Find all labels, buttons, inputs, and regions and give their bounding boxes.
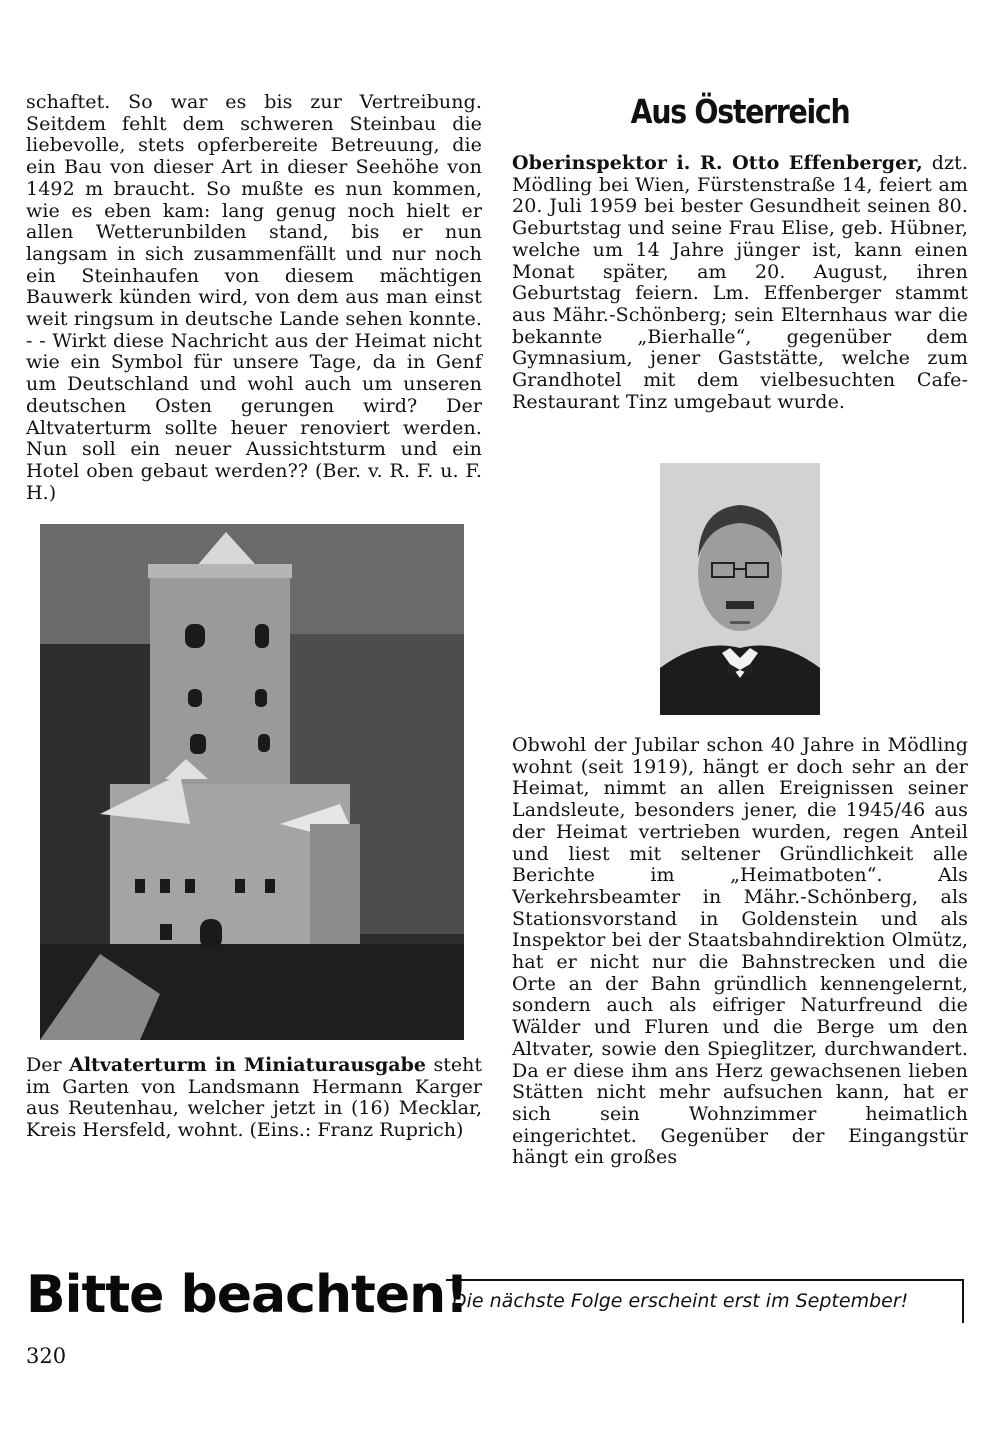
right-column	[512, 92, 968, 413]
notice-text: Die nächste Folge erscheint erst im September!	[452, 1290, 909, 1312]
biography-paragraph: Obwohl der Jubilar schon 40 Jahre in Mödling wohnt (seit 1919), hängt er doch sehr an der Heimat, nimmt an allen Ereignissen seiner Landsleute, besonders jener, die 1945/46 aus der Heimat vertrieben wurden, regen Anteil und liest mit seltener Gründlichkeit alle Berichte im „Heimatboten“. Als Verkehrsbeamter in Mähr.-Schönberg, als Stationsvorstand in Goldenstein und als Inspektor bei der Staatsbahndirektion Olmütz, hat er nicht nur die Bahnstrecken und die Orte an der Bahn gründlich kennengelernt, sondern auch als eifriger Naturfreund die Wälder und Fluren und die Berge um den Altvater, sowie den Spieglitzer, durchwandert. Da er diese ihm ans Herz gewachsenen lieben Stätten nicht mehr aufsuchen kann, hat er sich sein Wohnzimmer heimatlich eingerichtet. Gegenüber der Eingangstür hängt ein großes	[512, 734, 968, 1169]
notice-headline: Bitte beachten!	[26, 1265, 468, 1325]
caption-text: steht im Garten von Landsmann Hermann Karger aus Reutenhau, welcher jetzt in (16) Mecklar, Kreis Hersfeld, wohnt. (Eins.: Franz Ruprich)	[26, 1054, 483, 1142]
photo-caption	[26, 1055, 482, 1142]
left-column	[26, 92, 482, 504]
tower-image-icon	[40, 524, 464, 1040]
portrait-photo	[660, 463, 820, 715]
section-heading: Aus Österreich	[630, 92, 850, 131]
page-number: 320	[26, 1344, 67, 1368]
article-continuation-paragraph: schaftet. So war es bis zur Vertreibung. Seitdem fehlt dem schweren Steinbau die liebevolle, stets opferbereite Betreuung, die ein Bau von dieser Art in dieser Seehöhe von 1492 m braucht. So mußte es nun kommen, wie es eben kam: lang genug noch hielt er allen Wetterunbilden stand, bis er nun langsam in sich zusammenfällt und nur noch ein Steinhaufen von diesem mächtigen Bauwerk künden wird, von dem aus man einst weit ringsum in deutsche Lande sehen konnte. - - Wirkt diese Nachricht aus der Heimat nicht wie ein Symbol für unsere Tage, da in Genf um Deutschland und wohl auch um unseren deutschen Osten gerungen wird? Der Altvaterturm sollte heuer renoviert werden. Nun soll ein neuer Aussichtsturm und ein Hotel oben gebaut werden?? (Ber. v. R. F. u. F. H.)	[26, 91, 482, 504]
announcement-text: dzt. Mödling bei Wien, Fürstenstraße 14, feiert am 20. Juli 1959 bei bester Gesundheit seinen 80. Geburtstag und seine Frau Elise, geb. Hübner, welche um 14 Jahre jünger ist, kann einen Monat später, am 20. August, ihren Geburtstag feiern. Lm. Effenberger stammt aus Mähr.-Schönberg; sein Elternhaus war die bekannte „Bierhalle“, gegenüber dem Gymnasium, jener Gaststätte, welche zum Grandhotel mit dem vielbesuchten Cafe-Restaurant Tinz umgebaut wurde.	[512, 152, 968, 413]
portrait-icon	[660, 463, 820, 715]
caption-prefix: Der	[26, 1054, 62, 1076]
birthday-announcement	[512, 153, 968, 413]
right-column-lower	[512, 735, 968, 1169]
altvaterturm-model-photo	[40, 524, 464, 1040]
caption-bold-title: Altvaterturm in Miniaturausgabe	[69, 1054, 426, 1076]
honoree-name: Oberinspektor i. R. Otto Effenberger,	[512, 152, 923, 174]
